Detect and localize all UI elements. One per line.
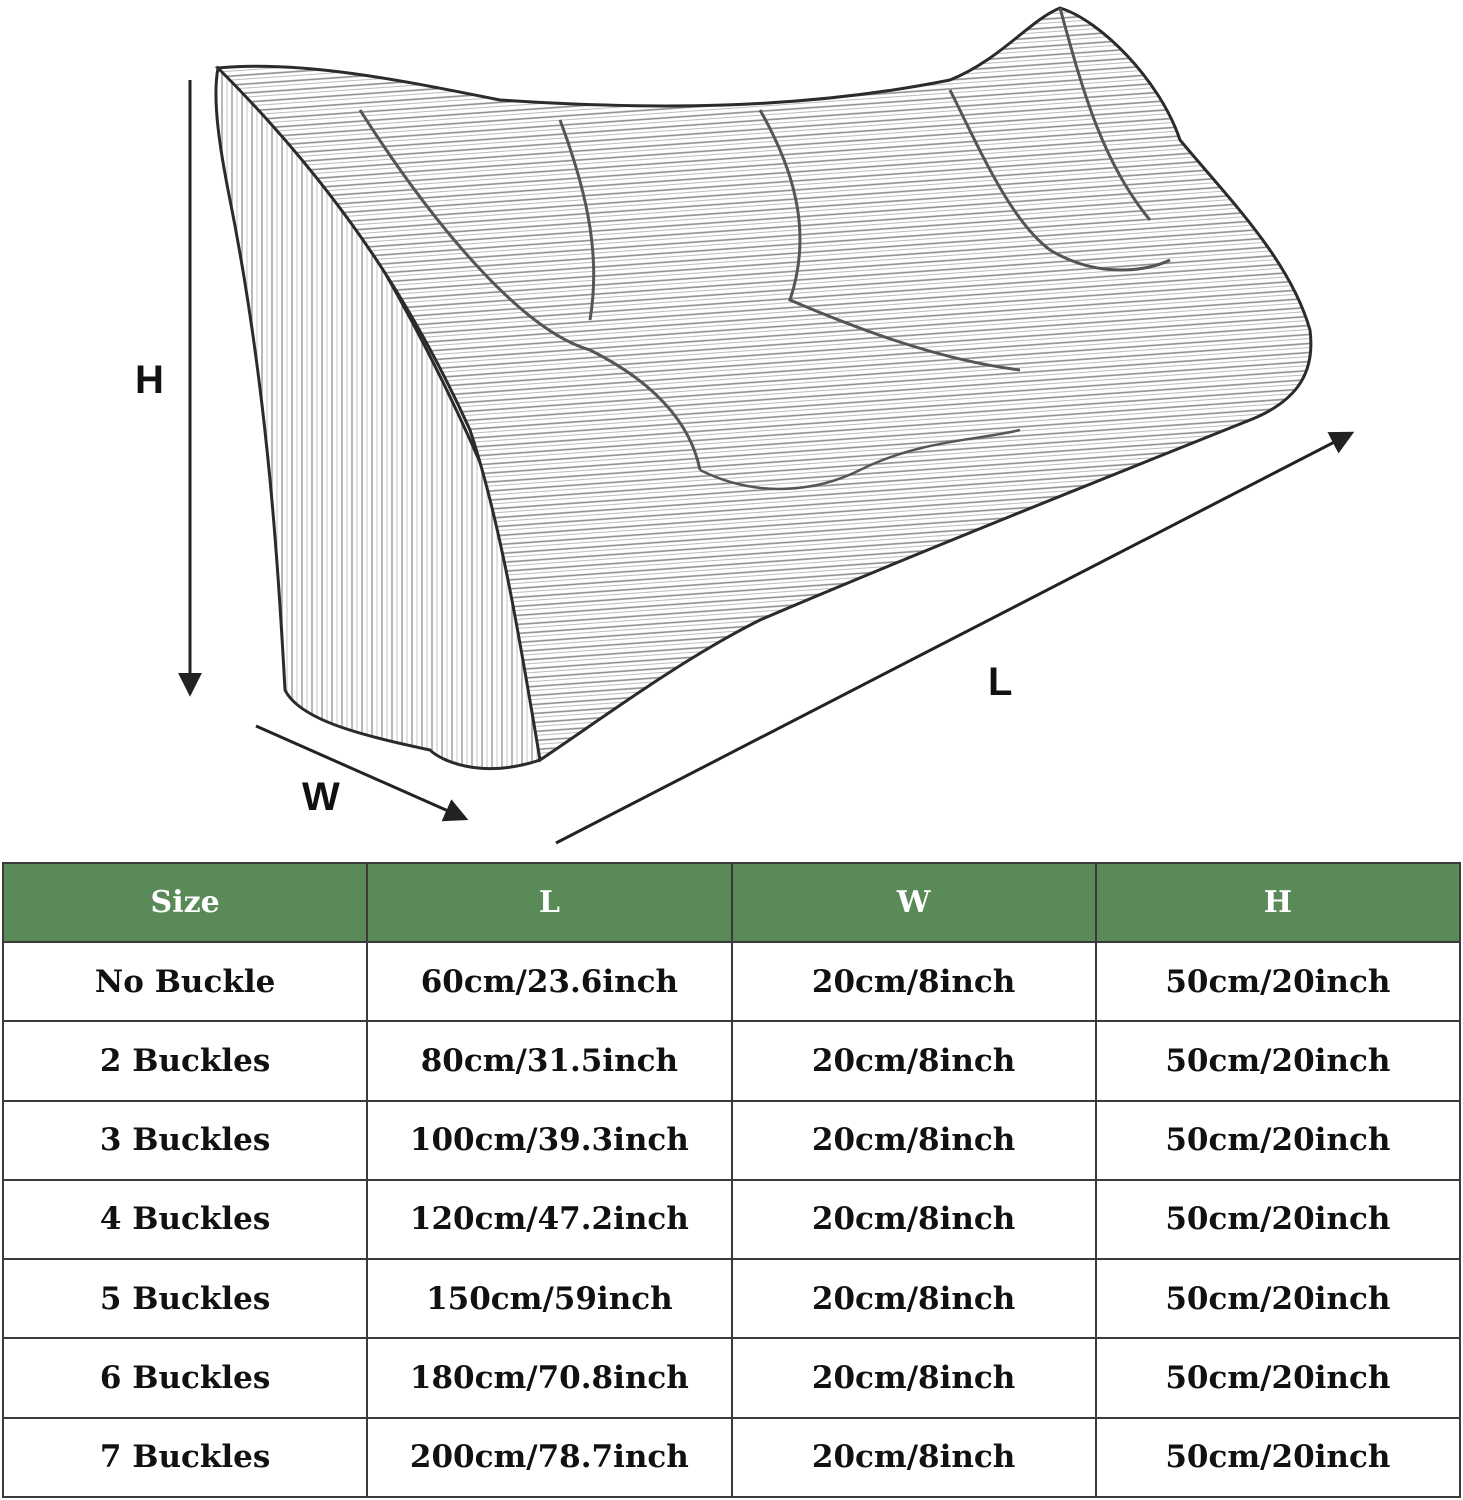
cell-size: 3 Buckles [3, 1101, 367, 1180]
cell-width: 20cm/8inch [732, 1101, 1096, 1180]
cell-width: 20cm/8inch [732, 1418, 1096, 1497]
table-header-row [3, 863, 1460, 942]
cell-length: 120cm/47.2inch [367, 1180, 731, 1259]
cell-height: 50cm/20inch [1096, 942, 1460, 1021]
cell-width: 20cm/8inch [732, 1021, 1096, 1100]
cell-length: 60cm/23.6inch [367, 942, 731, 1021]
height-label: H [135, 358, 164, 402]
cell-height: 50cm/20inch [1096, 1180, 1460, 1259]
cell-size: 7 Buckles [3, 1418, 367, 1497]
column-header-width: W [732, 863, 1096, 942]
size-table [2, 862, 1461, 1498]
table-row [3, 1021, 1460, 1100]
table-row [3, 1418, 1460, 1497]
cell-length: 150cm/59inch [367, 1259, 731, 1338]
column-header-size: Size [3, 863, 367, 942]
table-row [3, 1101, 1460, 1180]
cell-size: 2 Buckles [3, 1021, 367, 1100]
cell-length: 180cm/70.8inch [367, 1338, 731, 1417]
column-header-height: H [1096, 863, 1460, 942]
cell-height: 50cm/20inch [1096, 1418, 1460, 1497]
table-row [3, 942, 1460, 1021]
cell-width: 20cm/8inch [732, 1259, 1096, 1338]
cell-width: 20cm/8inch [732, 942, 1096, 1021]
cell-size: 4 Buckles [3, 1180, 367, 1259]
width-label: W [302, 775, 340, 819]
table-row [3, 1338, 1460, 1417]
table-row [3, 1180, 1460, 1259]
column-header-length: L [367, 863, 731, 942]
cell-length: 100cm/39.3inch [367, 1101, 731, 1180]
cell-size: 6 Buckles [3, 1338, 367, 1417]
cell-length: 80cm/31.5inch [367, 1021, 731, 1100]
length-label: L [988, 660, 1013, 704]
cell-height: 50cm/20inch [1096, 1021, 1460, 1100]
cell-width: 20cm/8inch [732, 1180, 1096, 1259]
cell-size: No Buckle [3, 942, 367, 1021]
cell-width: 20cm/8inch [732, 1338, 1096, 1417]
table-row [3, 1259, 1460, 1338]
cell-height: 50cm/20inch [1096, 1101, 1460, 1180]
cell-length: 200cm/78.7inch [367, 1418, 731, 1497]
cell-size: 5 Buckles [3, 1259, 367, 1338]
cell-height: 50cm/20inch [1096, 1338, 1460, 1417]
cell-height: 50cm/20inch [1096, 1259, 1460, 1338]
